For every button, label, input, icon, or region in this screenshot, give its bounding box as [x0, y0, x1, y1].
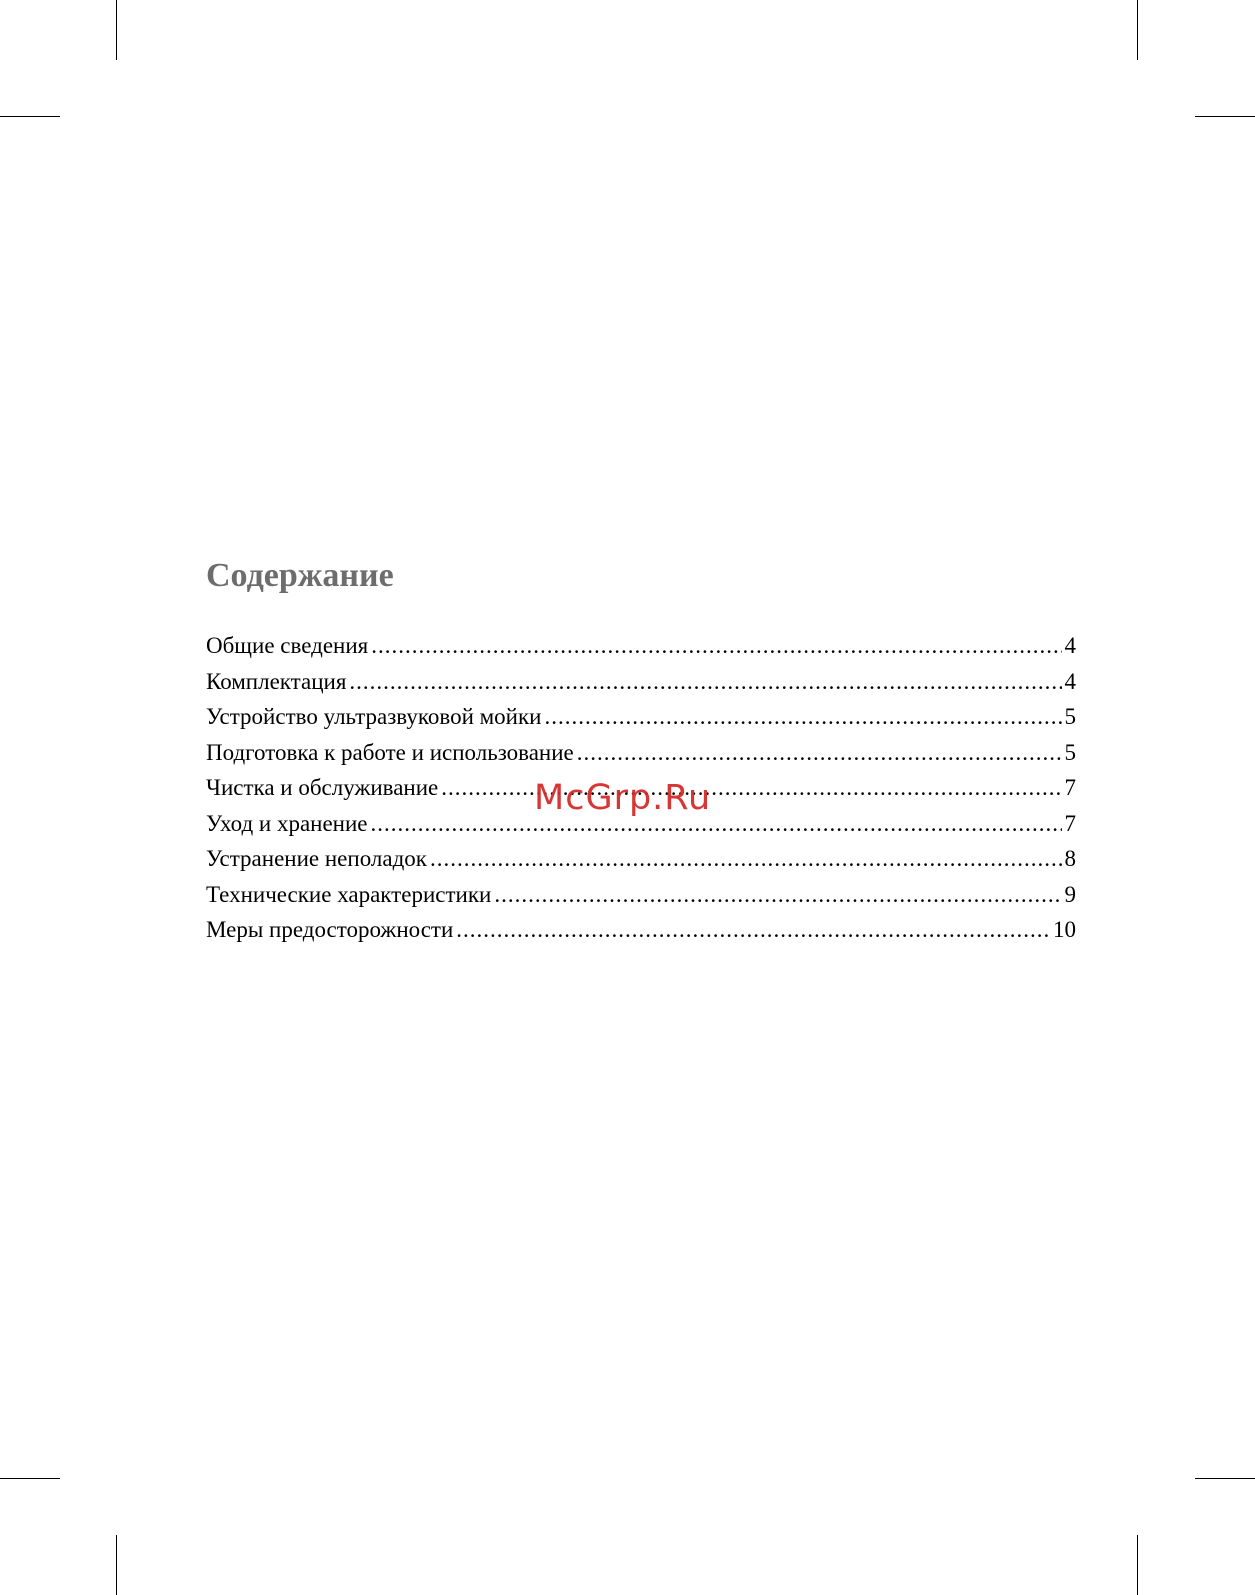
toc-dot-leader [371, 806, 1062, 842]
toc-entry-label: Устройство ультразвуковой мойки [206, 704, 542, 729]
toc-entry [206, 628, 1076, 664]
toc-entry [206, 877, 1076, 913]
toc-entry [206, 841, 1076, 877]
toc-dot-leader [544, 699, 1061, 735]
crop-mark-top-right-horizontal [1195, 116, 1255, 117]
toc-dot-leader [371, 628, 1061, 664]
toc-entry-label: Подготовка к работе и использование [206, 739, 574, 765]
table-of-contents [206, 552, 1076, 948]
toc-entry-page: 7 [1064, 775, 1076, 800]
toc-entry-page: 9 [1064, 881, 1076, 907]
toc-entry-label: Общие сведения [206, 633, 369, 658]
toc-title: Содержание [206, 557, 394, 594]
crop-mark-top-left-vertical [116, 0, 117, 60]
toc-entry [206, 664, 1076, 700]
crop-mark-bottom-left-vertical [116, 1535, 117, 1595]
toc-entry [206, 735, 1076, 771]
toc-dot-leader [577, 735, 1062, 771]
crop-mark-bottom-left-horizontal [0, 1478, 60, 1479]
toc-entry [206, 912, 1076, 948]
watermark-text: McGrp.Ru [534, 778, 712, 818]
toc-entry-label: Устранение неполадок [206, 846, 427, 871]
toc-entry-page: 10 [1053, 917, 1076, 942]
toc-entry-label: Комплектация [206, 668, 347, 694]
toc-entry-page: 4 [1064, 668, 1076, 694]
toc-dot-leader [430, 841, 1062, 877]
toc-entry-page: 5 [1064, 704, 1076, 729]
crop-mark-top-left-horizontal [0, 116, 60, 117]
toc-entry-page: 8 [1064, 846, 1076, 871]
toc-entry [206, 699, 1076, 735]
toc-entry-label: Уход и хранение [206, 810, 368, 836]
crop-mark-top-right-vertical [1137, 0, 1138, 60]
toc-entry-label: Технические характеристики [206, 881, 492, 907]
toc-dot-leader [494, 877, 1061, 913]
crop-mark-bottom-right-horizontal [1195, 1478, 1255, 1479]
crop-mark-bottom-right-vertical [1137, 1535, 1138, 1595]
toc-entry-label: Меры предосторожности [206, 917, 454, 942]
toc-entry-page: 4 [1064, 633, 1076, 658]
toc-entry-label: Чистка и обслуживание [206, 775, 439, 800]
toc-entry-page: 7 [1064, 810, 1076, 836]
toc-dot-leader [456, 912, 1050, 948]
toc-entry-page: 5 [1064, 739, 1076, 765]
toc-dot-leader [349, 664, 1061, 700]
